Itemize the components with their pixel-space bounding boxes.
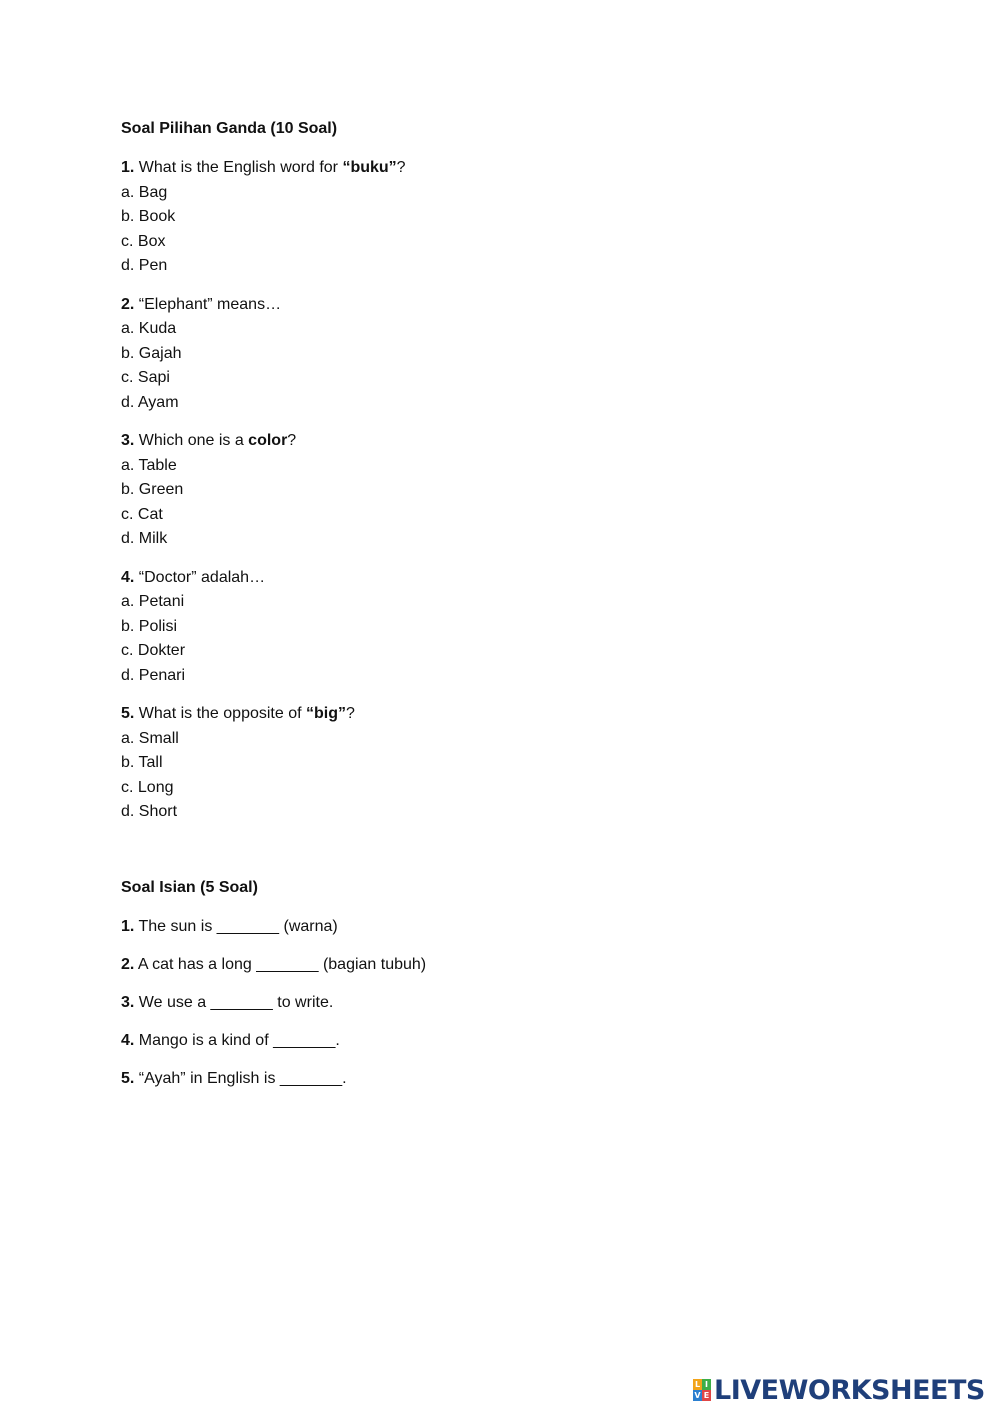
answer-option[interactable]: a. Bag [121,183,168,201]
logo-text: LIVEWORKSHEETS [714,1374,985,1406]
answer-option[interactable]: c. Sapi [121,369,170,386]
fill-in-questions [121,915,901,1092]
fill-question-5[interactable]: 5. “Ayah” in English is _______. [121,1069,347,1087]
logo-mark-letter: V [694,1391,701,1400]
answer-option[interactable]: b. Tall [121,754,163,771]
answer-option[interactable]: d. Penari [121,666,186,684]
answer-option[interactable]: c. Cat [121,505,163,523]
answer-option[interactable]: b. Polisi [121,617,178,635]
logo-mark-letter: E [703,1391,710,1400]
answer-option[interactable]: d. Milk [121,530,168,547]
answer-option[interactable]: b. Gajah [121,344,182,362]
fill-question-2[interactable]: 2. A cat has a long _______ (bagian tubuh) [121,955,427,973]
question-number: 5. [121,1069,135,1087]
answer-option[interactable]: c. Dokter [121,642,186,659]
question-number: 4. [121,568,135,586]
question-text: 5. What is the opposite of “big”? [121,705,355,722]
answer-option[interactable]: c. Box [121,232,166,250]
question-text: 1. What is the English word for “buku”? [121,159,406,176]
question-number: 2. [121,295,135,313]
fill-question-4[interactable]: 4. Mango is a kind of _______. [121,1031,340,1049]
logo-mark-letter: L [694,1380,701,1389]
answer-option[interactable]: b. Book [121,208,176,225]
answer-option[interactable]: a. Kuda [121,320,177,337]
question-text: 4. “Doctor” adalah… [121,568,266,586]
answer-option[interactable]: d. Ayam [121,393,179,411]
answer-option[interactable]: a. Table [121,456,177,474]
section-title-fill-in: Soal Isian (5 Soal) [121,878,258,896]
question-number: 5. [121,705,135,722]
answer-option[interactable]: d. Short [121,803,178,820]
liveworksheets-logo [693,1376,985,1404]
question-number: 1. [121,159,135,176]
liveworksheets-logo-icon [693,1379,711,1401]
logo-mark-letter: I [702,1379,711,1390]
mc-question-3 [121,429,901,552]
question-number: 3. [121,993,135,1011]
question-number: 2. [121,955,135,973]
mc-question-4 [121,566,901,689]
answer-option[interactable]: d. Pen [121,257,168,274]
section-title-multiple-choice: Soal Pilihan Ganda (10 Soal) [121,120,338,137]
question-text: 2. “Elephant” means… [121,295,282,313]
question-number: 1. [121,917,135,935]
worksheet-page [121,118,901,1105]
answer-option[interactable]: a. Small [121,729,179,747]
mc-question-5 [121,702,901,825]
question-number: 4. [121,1031,135,1049]
mc-question-2 [121,293,901,416]
answer-option[interactable]: a. Petani [121,593,185,610]
fill-question-3[interactable]: 3. We use a _______ to write. [121,993,334,1011]
answer-option[interactable]: c. Long [121,778,174,796]
mc-question-1 [121,156,901,279]
question-text: 3. Which one is a color? [121,432,297,449]
fill-question-1[interactable]: 1. The sun is _______ (warna) [121,917,338,935]
answer-option[interactable]: b. Green [121,481,184,498]
question-number: 3. [121,432,135,449]
